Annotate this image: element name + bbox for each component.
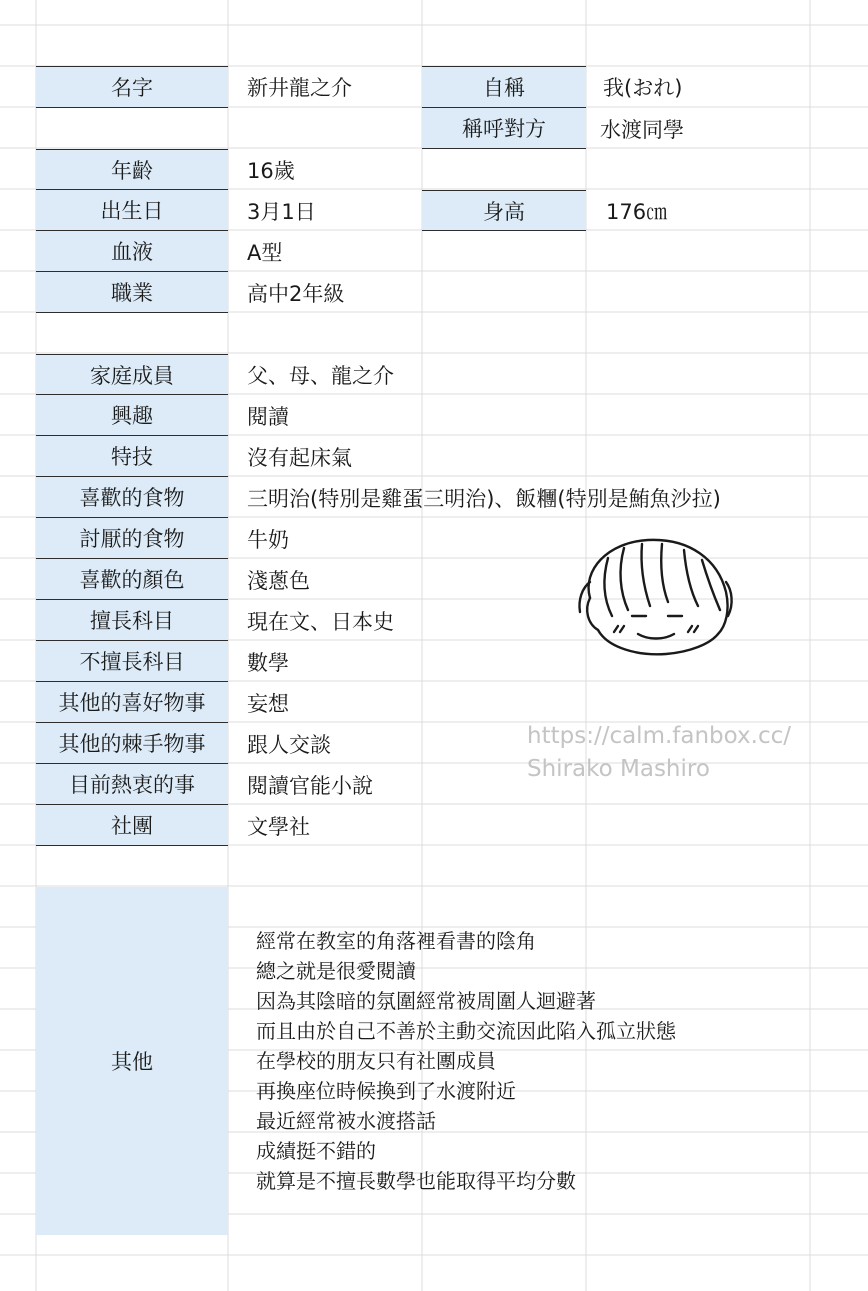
other-note-line: 總之就是很愛閱讀: [256, 959, 416, 983]
detail-value: 妄想: [247, 691, 289, 716]
detail-value: 跟人交談: [247, 732, 331, 757]
detail-value: 閱讀官能小說: [247, 773, 373, 798]
other-note-line: 成績挺不錯的: [256, 1139, 376, 1163]
detail-label: 興趣: [36, 395, 228, 436]
other-note-line: 因為其陰暗的氛圍經常被周圍人迴避著: [256, 989, 596, 1013]
other-note-line: 而且由於自己不善於主動交流因此陷入孤立狀態: [256, 1019, 676, 1043]
detail-label: 喜歡的食物: [36, 477, 228, 518]
birthday-label: 出生日: [36, 190, 228, 231]
other-notes: [256, 926, 796, 1196]
other-note-line: 經常在教室的角落裡看書的陰角: [256, 929, 536, 953]
other-label: 其他: [36, 887, 228, 1235]
other-note-line: 在學校的朋友只有社團成員: [256, 1049, 496, 1073]
self-reference-value: 我(おれ): [603, 76, 683, 100]
address-value: 水渡同學: [600, 117, 684, 142]
detail-label: 其他的喜好物事: [36, 682, 228, 723]
detail-label: 擅長科目: [36, 600, 228, 641]
job-label: 職業: [36, 272, 228, 313]
detail-value: 三明治(特別是雞蛋三明治)、飯糰(特別是鮪魚沙拉): [247, 486, 721, 511]
detail-label: 其他的棘手物事: [36, 723, 228, 764]
address-label: 稱呼對方: [422, 108, 586, 149]
other-note-line: 最近經常被水渡搭話: [256, 1109, 436, 1133]
detail-label: 不擅長科目: [36, 641, 228, 682]
blood-value: A型: [247, 240, 283, 265]
job-value: 高中2年級: [247, 281, 345, 306]
watermark-url[interactable]: https://calm.fanbox.cc/: [527, 723, 791, 749]
detail-label: 討厭的食物: [36, 518, 228, 559]
detail-value: 文學社: [247, 814, 310, 839]
detail-label: 家庭成員: [36, 354, 228, 395]
birthday-value: 3月1日: [247, 199, 316, 224]
other-note-line: 就算是不擅長數學也能取得平均分數: [256, 1169, 576, 1193]
detail-label: 社團: [36, 805, 228, 846]
character-doodle-icon: [568, 530, 738, 665]
detail-value: 數學: [247, 650, 289, 675]
other-note-line: 再換座位時候換到了水渡附近: [256, 1079, 516, 1103]
height-label: 身高: [422, 190, 586, 231]
age-label: 年齡: [36, 149, 228, 190]
self-reference-label: 自稱: [422, 66, 586, 108]
detail-value: 現在文、日本史: [247, 609, 394, 634]
detail-value: 沒有起床氣: [247, 445, 352, 470]
detail-value: 閱讀: [247, 404, 289, 429]
name-label: 名字: [36, 66, 228, 108]
detail-label: 目前熱衷的事: [36, 764, 228, 805]
detail-value: 父、母、龍之介: [247, 363, 394, 388]
detail-label: 喜歡的顏色: [36, 559, 228, 600]
detail-label: 特技: [36, 436, 228, 477]
height-value: 176㎝: [606, 199, 668, 224]
age-value: 16歲: [247, 158, 295, 183]
watermark-author: Shirako Mashiro: [527, 756, 710, 782]
blood-label: 血液: [36, 231, 228, 272]
detail-value: 淺蔥色: [247, 568, 310, 593]
name-value: 新井龍之介: [247, 76, 352, 100]
watermark: [527, 720, 791, 786]
detail-value: 牛奶: [247, 527, 289, 552]
